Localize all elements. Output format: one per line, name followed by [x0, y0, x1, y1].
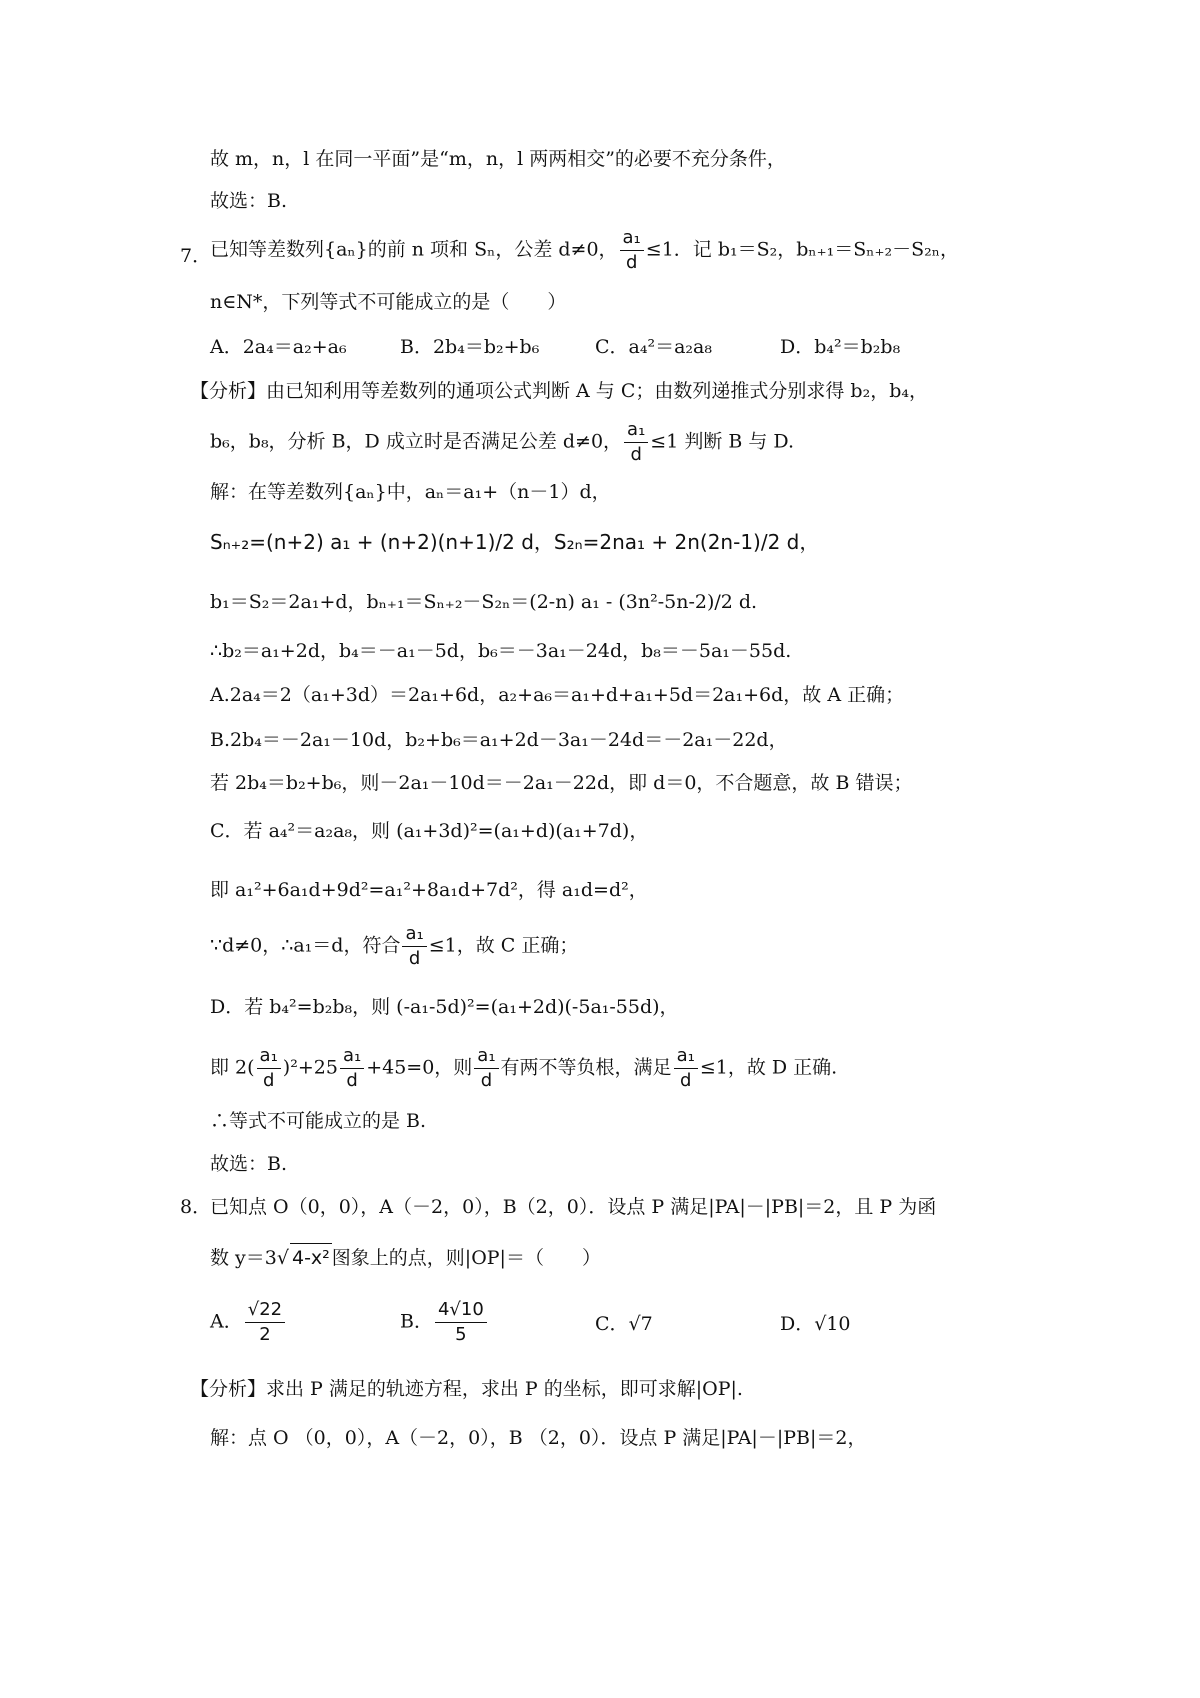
solution-line-11: D．若 b₄²=b₂b₈，则 (-a₁-5d)²=(a₁+2d)(-5a₁-55d)， — [210, 996, 679, 1018]
solution-line-2: Sₙ₊₂=(n+2) a₁ + (n+2)(n+1)/2 d，S₂ₙ=2na₁ + 2n(2n-1)/2 d， — [210, 530, 820, 554]
question-7-number: 7． — [180, 245, 212, 267]
option-d: D．√10 — [780, 1313, 851, 1335]
solution-line-9: 即 a₁²+6a₁d+9d²=a₁²+8a₁d+7d²，得 a₁d=d²， — [210, 879, 648, 901]
option-b: B． $\frac{4√10}{5}$ — [400, 1298, 489, 1347]
question-7-text — [210, 226, 959, 275]
analysis-8: 【分析】求出 P 满足的轨迹方程，求出 P 的坐标，即可求解|OP|. — [190, 1378, 743, 1400]
solution-line-4: ∴b₂＝a₁+2d，b₄＝－a₁－5d，b₆＝－3a₁－24d，b₈＝－5a₁－55d. — [210, 640, 792, 662]
fraction-a1-over-d: $\frac{\text{a₁}}{d}$ — [674, 1044, 698, 1093]
solution-line-7: 若 2b₄＝b₂+b₆，则－2a₁－10d＝－2a₁－22d，即 d＝0，不合题意，故 B 错误； — [210, 772, 913, 794]
q7-part-a: 已知等差数列{aₙ}的前 n 项和 Sₙ，公差 d≠0， — [210, 238, 618, 261]
line-conclusion: 故 m，n，l 在同一平面”是“m，n，l 两两相交”的必要不充分条件， — [210, 148, 786, 170]
solution-line-1: 解：在等差数列{aₙ}中，aₙ＝a₁+（n－1）d， — [210, 481, 611, 503]
question-8-text: 已知点 O（0，0），A（－2，0），B（2，0）．设点 P 满足|PA|－|PB|＝2，且 P 为函 — [210, 1196, 937, 1218]
option-d: D．b₄²＝b₂b₈ — [780, 336, 901, 358]
question-8-number: 8． — [180, 1196, 212, 1218]
analysis-7-line-2: b₆，b₈，分析 B，D 成立时是否满足公差 d≠0， $\frac{\text{a₁}}{d}$ ≤1 判断 B 与 D. — [210, 419, 795, 465]
solution-line-10: ∵d≠0，∴a₁＝d，符合 $\frac{\text{a₁}}{d}$ ≤1，故 C 正确； — [210, 923, 579, 969]
answer-line: 故选：B. — [210, 190, 288, 212]
fraction-a1-over-d: $\frac{\text{a₁}}{d}$ — [620, 226, 644, 275]
analysis-7-line-1: 【分析】由已知利用等差数列的通项公式判断 A 与 C；由数列递推式分别求得 b₂，b₄， — [190, 380, 928, 402]
solution-line-3: b₁＝S₂＝2a₁+d，bₙ₊₁＝Sₙ₊₂－S₂ₙ＝(2-n) a₁ - (3n²-5n-2)/2 d. — [210, 591, 758, 613]
fraction-a1-over-d: $\frac{\text{a₁}}{d}$ — [402, 922, 426, 971]
solution-line-13: ∴等式不可能成立的是 B. — [210, 1110, 427, 1132]
solution-8-line-1: 解：点 O （0，0），A（－2，0），B （2，0）．设点 P 满足|PA|－|PB|＝2， — [210, 1427, 867, 1449]
question-8-text-2: 数 y＝3√ 4-x² 图象上的点，则|OP|＝（ ） — [210, 1243, 601, 1272]
option-a: A．2a₄＝a₂+a₆ — [210, 336, 347, 358]
question-7-text-2: n∈N*，下列等式不可能成立的是（ ） — [210, 291, 567, 313]
solution-line-6: B.2b₄＝－2a₁－10d，b₂+b₆＝a₁+2d－3a₁－24d＝－2a₁－22d， — [210, 729, 788, 751]
option-c: C．√7 — [595, 1313, 653, 1335]
option-c: C．a₄²＝a₂a₈ — [595, 336, 712, 358]
solution-line-5: A.2a₄＝2（a₁+3d）＝2a₁+6d，a₂+a₆＝a₁+d+a₁+5d＝2a₁+6d，故 A 正确； — [210, 684, 905, 706]
question-8-options — [210, 1292, 910, 1352]
q7-part-b: ≤1．记 b₁＝S₂，bₙ₊₁＝Sₙ₊₂－S₂ₙ， — [645, 238, 960, 261]
fraction-a1-over-d: $\frac{\text{a₁}}{d}$ — [624, 418, 648, 467]
fraction-a1-over-d: $\frac{\text{a₁}}{d}$ — [340, 1044, 364, 1093]
option-b: B．2b₄＝b₂+b₆ — [400, 336, 540, 358]
fraction-a1-over-d: $\frac{\text{a₁}}{d}$ — [474, 1044, 498, 1093]
solution-line-12: 即 2( $\frac{\text{a₁}}{d}$ )²+25 $\frac{\text{a₁}}{d}$ +45=0，则 $\frac{\text{a₁}}{d}$ 有两不等负根，满足 $\frac{\text{a₁}}{d}$ ≤1，故 D 正确. — [210, 1045, 838, 1091]
sqrt-sign: √ — [276, 1247, 289, 1269]
solution-line-8: C．若 a₄²＝a₂a₈，则 (a₁+3d)²=(a₁+d)(a₁+7d)， — [210, 820, 649, 842]
sqrt-radicand: 4-x² — [290, 1243, 332, 1272]
fraction-a1-over-d: $\frac{\text{a₁}}{d}$ — [257, 1044, 281, 1093]
option-a: A． $\frac{√22}{2}$ — [210, 1298, 287, 1347]
solution-line-14: 故选：B. — [210, 1153, 288, 1175]
